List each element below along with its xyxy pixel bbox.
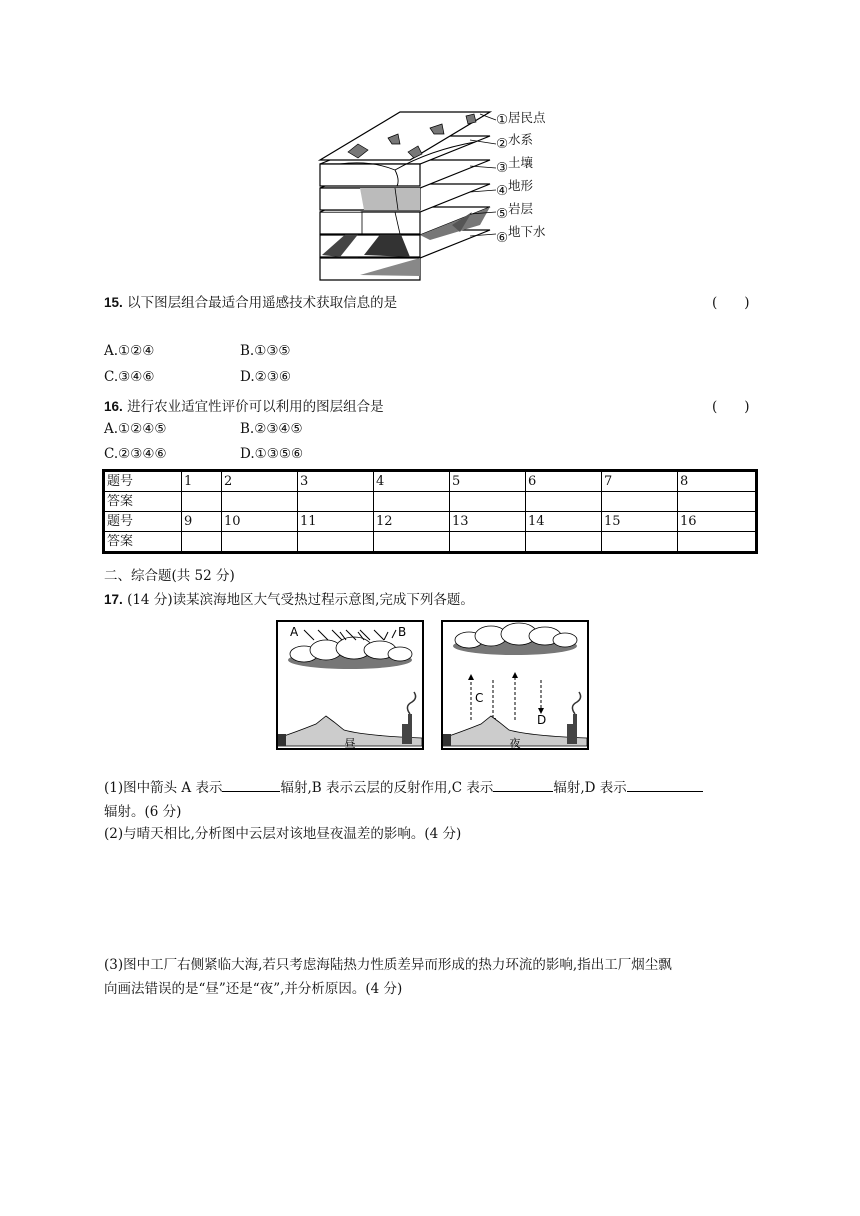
question-17 <box>104 588 474 608</box>
question-stem: (14 分)读某滨海地区大气受热过程示意图,完成下列各题。 <box>127 592 474 608</box>
option-15-d: D.②③⑥ <box>240 369 291 385</box>
layer-2-label: 水系 <box>508 132 534 147</box>
table-cell: 1 <box>182 471 222 492</box>
sub3-line-2: 向画法错误的是“昼”还是“夜”,并分析原因。(4 分) <box>104 981 403 997</box>
option-16-d: D.①③⑤⑥ <box>240 446 304 462</box>
table-cell: 4 <box>374 471 450 492</box>
label-b: B <box>398 625 407 639</box>
night-label: 夜 <box>509 737 521 750</box>
answer-space-3[interactable] <box>104 1004 760 1164</box>
answer-cell[interactable] <box>602 492 678 512</box>
label-a: A <box>290 625 299 639</box>
table-cell: 10 <box>222 512 298 532</box>
answer-cell[interactable] <box>374 492 450 512</box>
option-15-c: C.③④⑥ <box>104 369 155 385</box>
answer-cell[interactable] <box>182 492 222 512</box>
table-cell: 2 <box>222 471 298 492</box>
table-cell: 7 <box>602 471 678 492</box>
answer-cell[interactable] <box>526 492 602 512</box>
table-row <box>104 471 757 492</box>
answer-cell[interactable] <box>298 492 374 512</box>
question-number: 16. <box>104 399 123 414</box>
sub1-text-b: 辐射,B 表示云层的反射作用,C 表示 <box>280 780 494 796</box>
sub1-text-c: 辐射,D 表示 <box>553 780 627 796</box>
answer-cell[interactable] <box>222 492 298 512</box>
layer-1-label: 居民点 <box>508 110 546 125</box>
answer-cell[interactable] <box>222 532 298 553</box>
sub3-line-1: (3)图中工厂右侧紧临大海,若只考虑海陆热力性质差异而形成的热力环流的影响,指出工厂烟尘飘 <box>104 957 672 973</box>
table-row <box>104 512 757 532</box>
question-number: 17. <box>104 592 123 607</box>
table-cell: 15 <box>602 512 678 532</box>
answer-cell[interactable] <box>526 532 602 553</box>
answer-blank-a[interactable] <box>222 777 280 792</box>
section-heading: 二、综合题(共 52 分) <box>104 568 235 584</box>
question-stem: 以下图层组合最适合用遥感技术获取信息的是 <box>127 295 398 311</box>
layer-6-label: 地下水 <box>508 224 546 239</box>
answer-cell[interactable] <box>450 532 526 553</box>
option-16-c: C.②③④⑥ <box>104 446 167 462</box>
answer-blank-c[interactable] <box>493 777 553 792</box>
table-cell: 5 <box>450 471 526 492</box>
sub-question-1 <box>104 776 764 824</box>
question-number: 15. <box>104 295 123 310</box>
table-cell: 3 <box>298 471 374 492</box>
layer-3-num: ③ <box>496 160 509 176</box>
option-15-b: B.①③⑤ <box>240 343 291 359</box>
table-cell: 16 <box>678 512 757 532</box>
table-cell: 13 <box>450 512 526 532</box>
answer-paren-15: ( ) <box>712 295 750 311</box>
day-panel <box>276 620 424 750</box>
table-cell: 9 <box>182 512 222 532</box>
question-16 <box>104 395 384 415</box>
table-cell: 题号 <box>104 471 182 492</box>
label-d: D <box>537 713 547 727</box>
day-label: 昼 <box>344 737 356 750</box>
table-cell: 答案 <box>104 532 182 553</box>
sub1-text-a: (1)图中箭头 A 表示 <box>104 780 223 796</box>
answer-paren-16: ( ) <box>712 399 750 415</box>
table-cell: 12 <box>374 512 450 532</box>
option-16-b: B.②③④⑤ <box>240 421 303 437</box>
answer-cell[interactable] <box>182 532 222 553</box>
sub1-text-d: 辐射。(6 分) <box>104 804 182 820</box>
sub-question-2: (2)与晴天相比,分析图中云层对该地昼夜温差的影响。(4 分) <box>104 826 462 842</box>
sub-question-3 <box>104 953 769 1001</box>
answer-space-2[interactable] <box>104 846 760 946</box>
table-row <box>104 492 757 512</box>
layer-4-num: ④ <box>496 183 509 199</box>
option-16-a: A.①②④⑤ <box>104 421 167 437</box>
question-15 <box>104 291 397 311</box>
answer-cell[interactable] <box>298 532 374 553</box>
table-cell: 题号 <box>104 512 182 532</box>
answer-cell[interactable] <box>678 532 757 553</box>
layer-2-num: ② <box>496 136 509 152</box>
answer-cell[interactable] <box>374 532 450 553</box>
layer-6-num: ⑥ <box>496 230 509 246</box>
question-stem: 进行农业适宜性评价可以利用的图层组合是 <box>127 399 384 415</box>
answer-cell[interactable] <box>450 492 526 512</box>
answer-cell[interactable] <box>602 532 678 553</box>
answer-blank-d[interactable] <box>627 777 703 792</box>
layer-1-num: ① <box>496 112 509 128</box>
layer-3-label: 土壤 <box>508 155 534 170</box>
table-cell: 8 <box>678 471 757 492</box>
table-row <box>104 532 757 553</box>
night-panel <box>441 620 589 750</box>
layer-5-label: 岩层 <box>508 201 534 216</box>
table-cell: 14 <box>526 512 602 532</box>
option-15-a: A.①②④ <box>104 343 155 359</box>
layer-4-label: 地形 <box>508 178 534 193</box>
answer-cell[interactable] <box>678 492 757 512</box>
table-cell: 答案 <box>104 492 182 512</box>
layer-5-num: ⑤ <box>496 206 509 222</box>
table-cell: 11 <box>298 512 374 532</box>
answer-table <box>102 469 758 554</box>
label-c: C <box>475 691 484 705</box>
table-cell: 6 <box>526 471 602 492</box>
